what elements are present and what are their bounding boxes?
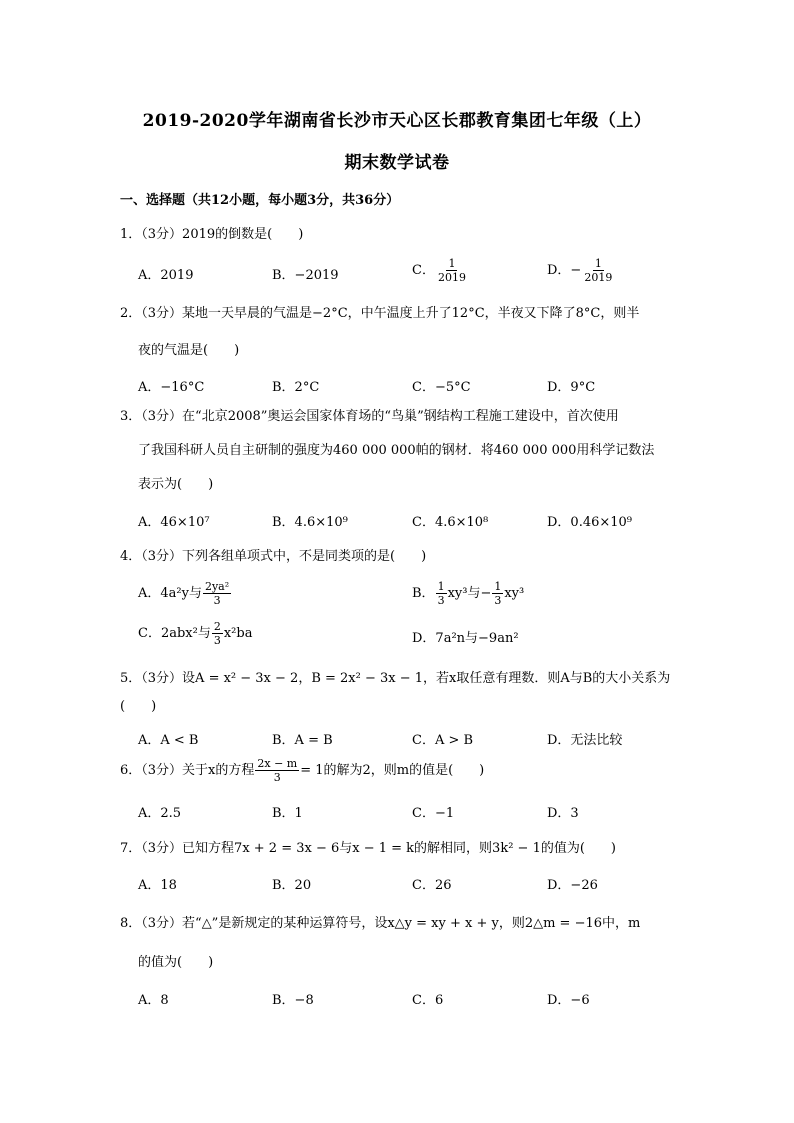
question-7-option-a: A．18	[138, 878, 177, 893]
question-5-option-c: C．A > B	[412, 733, 474, 748]
question-4-option-a	[138, 580, 232, 607]
question-6-option-b: B．1	[272, 806, 303, 821]
question-5-stem-cont: ( )	[120, 699, 157, 714]
fraction-denominator: 3	[213, 634, 221, 647]
question-2-option-d: D．9°C	[547, 380, 596, 395]
exam-title-line2: 期末数学试卷	[344, 153, 450, 173]
question-8-stem: 8．（3分）若“△”是新规定的某种运算符号，设x△y = xy + x + y，则2△m = −16中，m	[120, 916, 641, 931]
fraction	[492, 580, 503, 607]
question-6-option-c: C．−1	[412, 806, 455, 821]
option-label: D．−	[547, 263, 582, 278]
fraction	[582, 257, 614, 284]
fraction	[436, 257, 468, 284]
question-7-option-c: C．26	[412, 878, 452, 893]
fraction-numerator: 1	[594, 257, 602, 270]
fraction-denominator: 3	[437, 594, 445, 607]
question-6-option-a: A．2.5	[138, 806, 182, 821]
question-7-option-d: D．−26	[547, 878, 598, 893]
question-3-option-c: C．4.6×10⁸	[412, 515, 489, 530]
question-7-stem: 7．（3分）已知方程7x + 2 = 3x − 6与x − 1 = k的解相同，则3k² − 1的值为( )	[120, 841, 616, 856]
question-8-option-c: C．6	[412, 993, 444, 1008]
question-3-option-b: B．4.6×10⁹	[272, 515, 348, 530]
question-4-option-c	[138, 620, 252, 647]
question-2-option-a: A．−16°C	[138, 380, 205, 395]
exam-title-line1: 2019-2020学年湖南省长沙市天心区长郡教育集团七年级（上）	[142, 111, 652, 131]
fraction	[212, 620, 223, 647]
question-8-option-b: B．−8	[272, 993, 314, 1008]
stem-text: = 1的解为2，则m的值是( )	[300, 763, 485, 778]
fraction-numerator: 2ya²	[204, 580, 230, 593]
section-heading: 一、选择题（共12小题，每小题3分，共36分）	[120, 193, 400, 208]
option-label: C．2abx²与	[138, 626, 211, 641]
question-5-option-b: B．A = B	[272, 733, 333, 748]
question-1-option-c	[412, 257, 469, 284]
option-label: C．	[412, 263, 435, 278]
question-3-stem-cont: 了我国科研人员自主研制的强度为460 000 000帕的钢材．将460 000 000用科学记数法	[138, 443, 655, 458]
question-5-option-d: D．无法比较	[547, 733, 623, 748]
question-4-option-b	[412, 580, 524, 607]
question-1-stem: 1．（3分）2019的倒数是( )	[120, 227, 304, 242]
fraction-denominator: 3	[273, 771, 281, 784]
question-5-option-a: A．A < B	[138, 733, 199, 748]
fraction-numerator: 2x − m	[257, 757, 298, 770]
question-3-option-d: D．0.46×10⁹	[547, 515, 633, 530]
fraction-numerator: 2	[213, 620, 221, 633]
option-label: B．	[412, 586, 435, 601]
fraction-denominator: 2019	[437, 271, 466, 284]
question-2-stem: 2．（3分）某地一天早晨的气温是−2°C，中午温度上升了12°C，半夜又下降了8°C，则半	[120, 306, 640, 321]
question-1-option-d	[547, 257, 615, 284]
fraction-numerator: 1	[448, 257, 456, 270]
question-3-stem: 3．（3分）在“北京2008”奥运会国家体育场的“鸟巢”钢结构工程施工建设中，首次使用	[120, 409, 619, 424]
question-8-stem-cont: 的值为( )	[138, 955, 214, 970]
question-4-option-d: D．7a²n与−9an²	[412, 631, 519, 646]
option-label: A．4a²y与	[138, 586, 202, 601]
fraction-numerator: 1	[437, 580, 445, 593]
question-7-option-b: B．20	[272, 878, 312, 893]
question-1-option-a: A．2019	[138, 268, 194, 283]
fraction	[255, 757, 299, 784]
question-8-option-d: D．−6	[547, 993, 590, 1008]
fraction-denominator: 2019	[584, 271, 613, 284]
question-1-option-b: B．−2019	[272, 268, 339, 283]
question-5-stem: 5．（3分）设A = x² − 3x − 2，B = 2x² − 3x − 1，若x取任意有理数．则A与B的大小关系为	[120, 671, 671, 686]
question-4-stem: 4．（3分）下列各组单项式中，不是同类项的是( )	[120, 549, 427, 564]
fraction	[203, 580, 231, 607]
question-2-stem-cont: 夜的气温是( )	[138, 343, 240, 358]
question-2-option-b: B．2°C	[272, 380, 320, 395]
question-8-option-a: A．8	[138, 993, 169, 1008]
question-6-stem	[120, 757, 484, 784]
option-text: x²ba	[223, 626, 253, 641]
question-3-stem-cont2: 表示为( )	[138, 477, 214, 492]
question-3-option-a: A．46×10⁷	[138, 515, 210, 530]
stem-text: 6．（3分）关于x的方程	[120, 763, 255, 778]
fraction-denominator: 3	[494, 594, 502, 607]
question-6-option-d: D．3	[547, 806, 579, 821]
question-2-option-c: C．−5°C	[412, 380, 471, 395]
option-text: xy³	[504, 586, 525, 601]
fraction-numerator: 1	[494, 580, 502, 593]
fraction-denominator: 3	[213, 594, 221, 607]
option-text: xy³与−	[447, 586, 492, 601]
fraction	[436, 580, 447, 607]
